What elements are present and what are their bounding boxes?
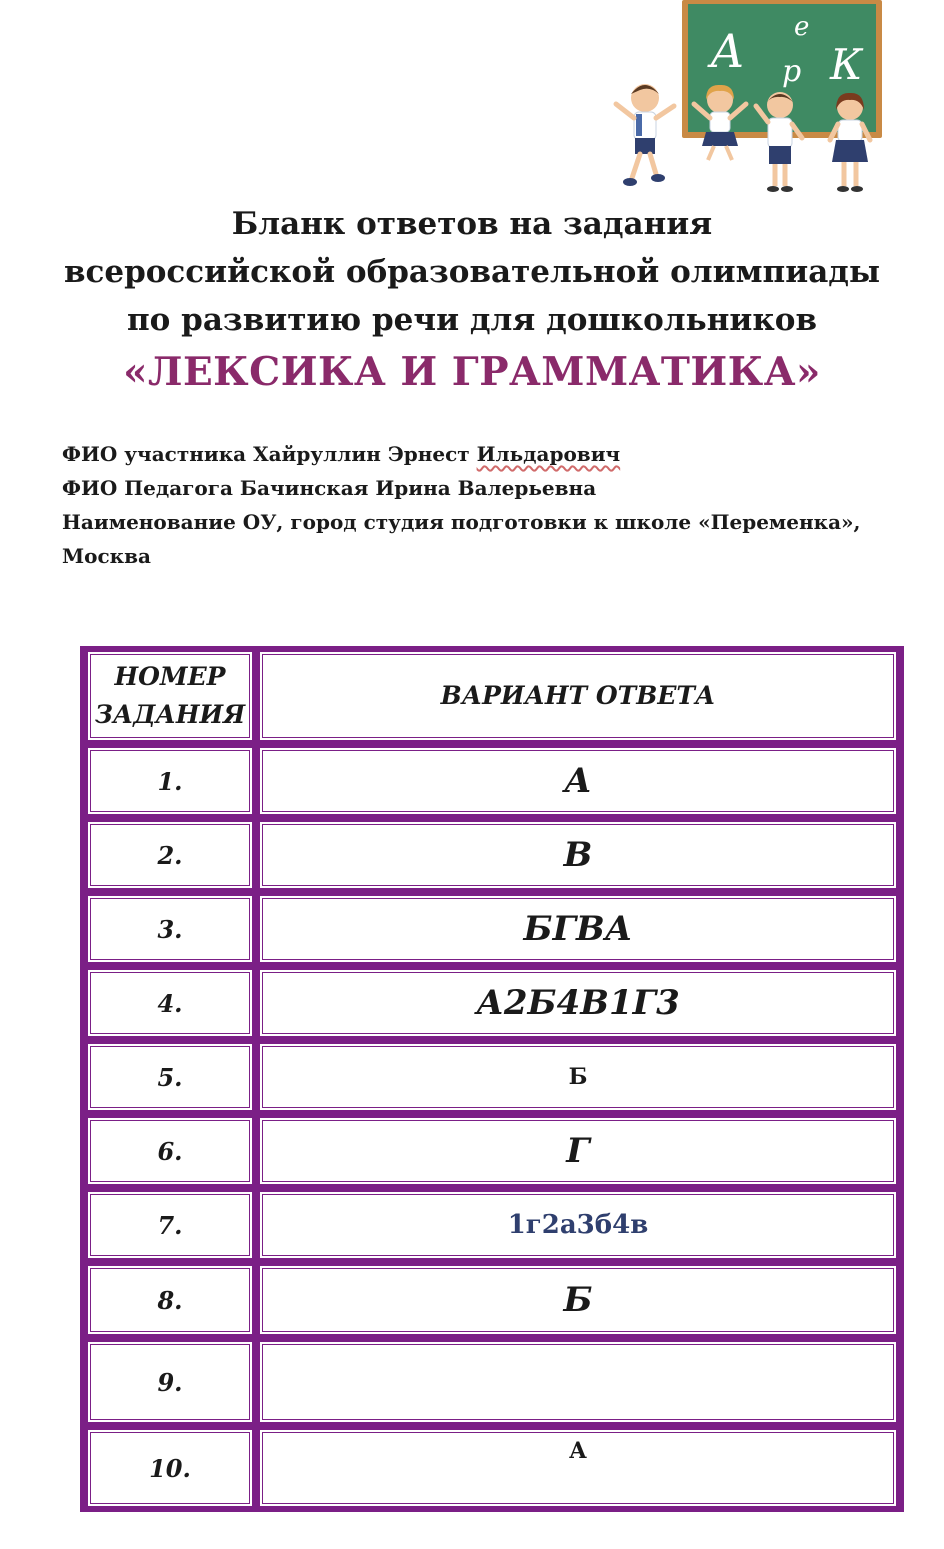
table-row	[84, 1428, 900, 1508]
header-task-number-l1: НОМЕР	[114, 662, 226, 691]
header-task-number	[86, 650, 254, 742]
boy-jumping-icon	[610, 78, 680, 193]
board-letter-e: е	[794, 12, 810, 42]
answer-cell: А	[258, 746, 898, 816]
table-row	[84, 1042, 900, 1112]
table-row	[84, 1340, 900, 1424]
boy-standing-icon	[752, 88, 808, 194]
participant-info	[62, 437, 892, 573]
task-number-cell: 9.	[86, 1340, 254, 1424]
teacher-line: ФИО Педагога Бачинская Ирина Валерьевна	[62, 476, 597, 500]
task-number-cell: 10.	[86, 1428, 254, 1508]
heading-line-2: всероссийской образовательной олимпиады	[63, 254, 881, 290]
task-number-cell: 1.	[86, 746, 254, 816]
heading-line-3: по развитию речи для дошкольников	[126, 302, 817, 338]
task-number-cell: 8.	[86, 1264, 254, 1336]
table-row	[84, 1190, 900, 1260]
school-line-2: Москва	[62, 544, 151, 568]
task-number-cell: 5.	[86, 1042, 254, 1112]
answer-cell: А	[258, 1428, 898, 1508]
board-letter-k: К	[830, 40, 863, 89]
table-header-row	[84, 650, 900, 742]
participant-first: Хайруллин Эрнест	[253, 442, 470, 466]
task-number-cell: 4.	[86, 968, 254, 1038]
answer-cell: 1г2а3б4в	[258, 1190, 898, 1260]
olympiad-title: «ЛЕКСИКА И ГРАММАТИКА»	[123, 349, 821, 395]
girl-blond-icon	[688, 82, 752, 167]
answer-cell: Б	[258, 1264, 898, 1336]
participant-label: ФИО участника	[62, 442, 247, 466]
answer-cell	[258, 1340, 898, 1424]
table-row	[84, 1264, 900, 1336]
answer-cell: А2Б4В1Г3	[258, 968, 898, 1038]
task-number-cell: 3.	[86, 894, 254, 964]
answer-cell: В	[258, 820, 898, 890]
task-number-cell: 6.	[86, 1116, 254, 1186]
table-row	[84, 894, 900, 964]
answers-table	[80, 646, 904, 1512]
document-heading	[0, 200, 944, 400]
board-letter-r: р	[782, 54, 802, 89]
participant-name-line	[62, 437, 892, 471]
answer-cell: Г	[258, 1116, 898, 1186]
table-row	[84, 820, 900, 890]
answer-cell: БГВА	[258, 894, 898, 964]
board-letter-a: А	[710, 24, 745, 78]
kids-chalkboard-illustration	[600, 0, 900, 200]
heading-line-1: Бланк ответов на задания	[231, 206, 713, 242]
task-number-cell: 2.	[86, 820, 254, 890]
header-task-number-l2: ЗАДАНИЯ	[94, 700, 246, 729]
table-row	[84, 968, 900, 1038]
answers-grid	[84, 650, 900, 1508]
girl-standing-icon	[822, 90, 878, 194]
header-answer-variant: ВАРИАНТ ОТВЕТА	[258, 650, 898, 742]
task-number-cell: 7.	[86, 1190, 254, 1260]
participant-last: Ильдарович	[476, 442, 621, 466]
table-row	[84, 746, 900, 816]
school-line-1: Наименование ОУ, город студия подготовки к школе «Переменка»,	[62, 510, 861, 534]
answer-cell: Б	[258, 1042, 898, 1112]
table-row	[84, 1116, 900, 1186]
